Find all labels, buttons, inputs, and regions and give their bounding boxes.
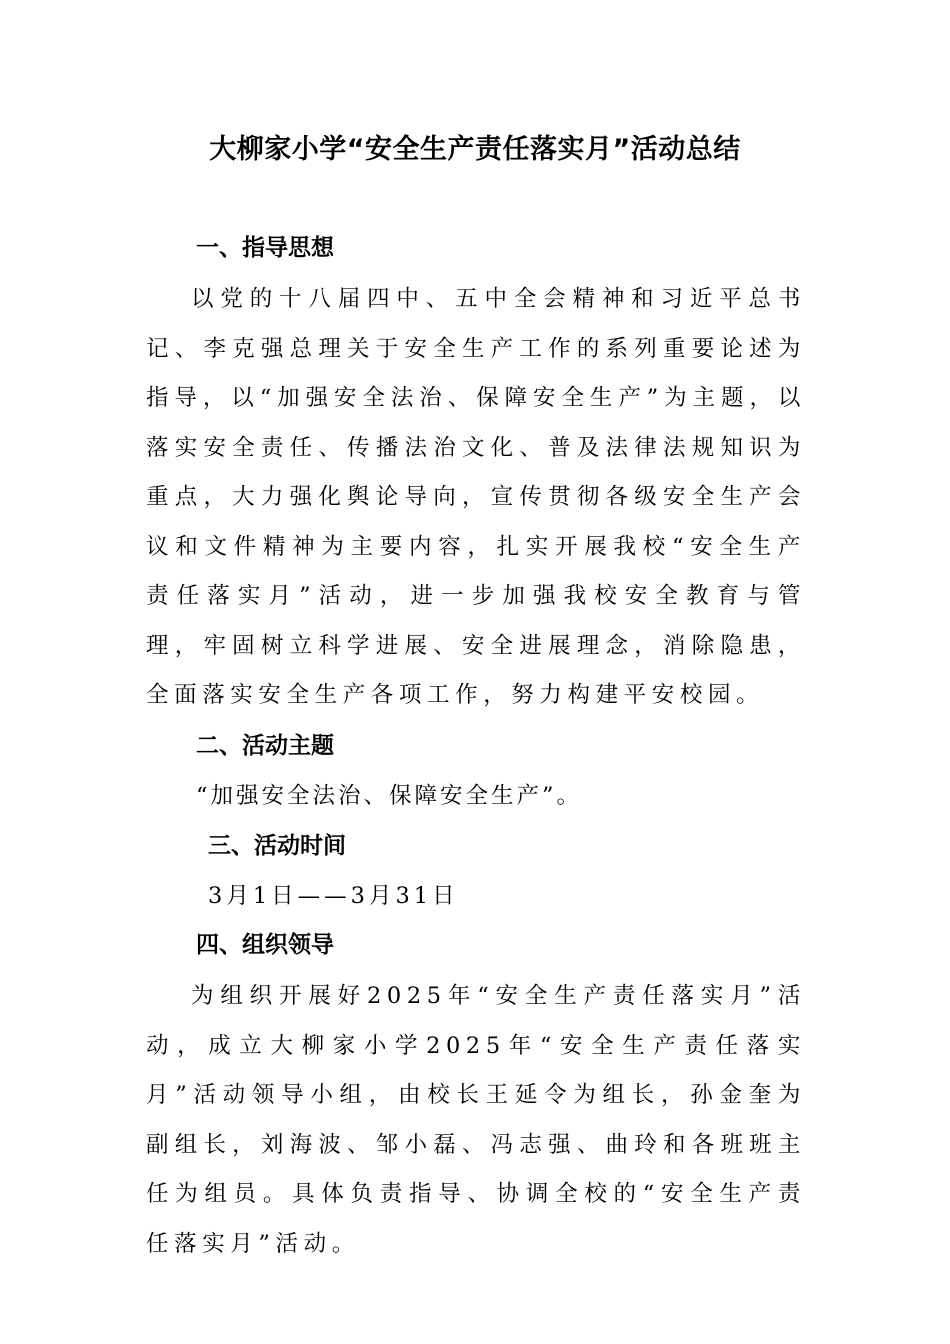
section-body-activity-theme: “加强安全法治、保障安全生产”。 bbox=[196, 783, 583, 809]
section-heading-activity-time: 三、活动时间 bbox=[208, 833, 346, 859]
section-heading-activity-theme: 二、活动主题 bbox=[196, 733, 334, 759]
document-title: 大柳家小学“安全生产责任落实月”活动总结 bbox=[209, 134, 741, 165]
section-body-guiding-ideology: 以党的十八届四中、五中全会精神和习近平总书记、李克强总理关于安全生产工作的系列重要论述为指导，以“加强安全法治、保障安全生产”为主题，以落实安全责任、传播法治文化、普及法律法规知识为重点，大力强化舆论导向，宣传贯彻各级安全生产会议和文件精神为主要内容，扎实开展我校“安全生产责任落实月”活动，进一步加强我校安全教育与管理，牢固树立科学进展、安全进展理念，消除隐患，全面落实安全生产各项工作，努力构建平安校园。 bbox=[146, 286, 806, 708]
section-heading-guiding-ideology: 一、指导思想 bbox=[196, 235, 334, 261]
section-body-organization: 为组织开展好2025年“安全生产责任落实月”活动，成立大柳家小学2025年“安全生产责任落实月”活动领导小组，由校长王延令为组长，孙金奎为副组长，刘海波、邹小磊、冯志强、曲玲和各班班主任为组员。具体负责指导、协调全校的“安全生产责任落实月”活动。 bbox=[146, 983, 806, 1257]
section-heading-organization: 四、组织领导 bbox=[196, 932, 334, 958]
section-body-activity-time: 3月1日——3月31日 bbox=[208, 883, 459, 909]
